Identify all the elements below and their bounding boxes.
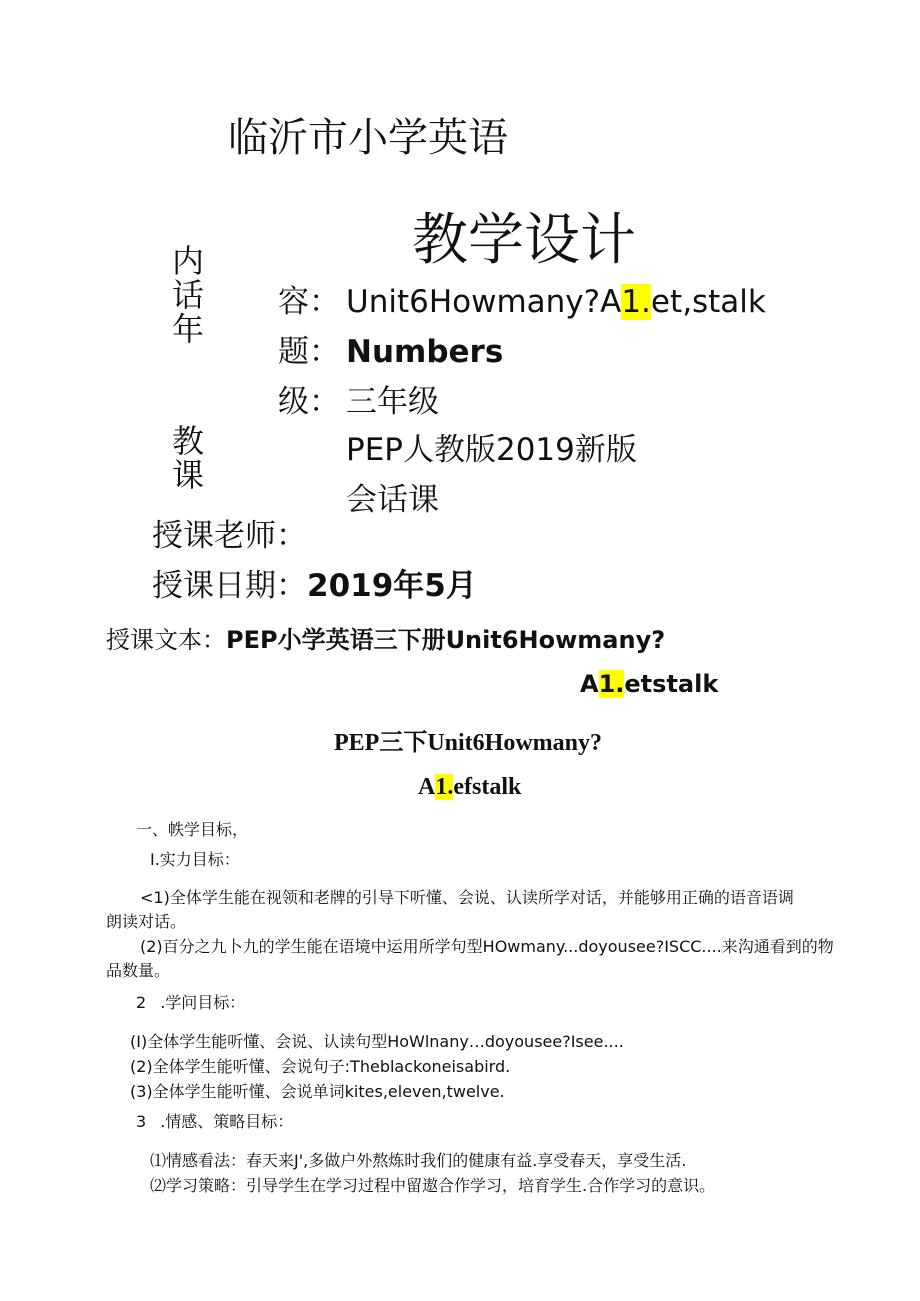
date-value: 2019年5月 bbox=[307, 568, 477, 604]
city-title: 临沂市小学英语 bbox=[228, 115, 508, 161]
side-char: 内 bbox=[171, 242, 204, 280]
heading-knowledge: 2 .学问目标： bbox=[136, 993, 246, 1012]
side-char: 课 bbox=[171, 456, 204, 494]
textbook-value: PEP人教版2019新版 bbox=[346, 432, 637, 468]
date-row bbox=[152, 560, 477, 605]
teacher-label: 授课老师： bbox=[152, 518, 307, 554]
grade-row bbox=[278, 376, 439, 421]
text-row bbox=[106, 620, 665, 655]
lesson-type-value: 会话课 bbox=[346, 482, 439, 518]
grade-value: 三年级 bbox=[346, 384, 439, 420]
topic-value: Numbers bbox=[346, 334, 504, 370]
section-subtitle: A1.efstalk bbox=[418, 774, 522, 800]
heading-emotion: 3 .情感、策略目标： bbox=[136, 1112, 294, 1131]
emotion-1: ⑴情感看法：春天来J',多做户外熬炼时我们的健康有益.享受春天，享受生活. bbox=[150, 1151, 687, 1170]
section-title: PEP三下Unit6Howmany? bbox=[334, 730, 603, 756]
grade-label: 级： bbox=[278, 384, 340, 420]
text-value: PEP小学英语三下册Unit6Howmany? bbox=[226, 626, 666, 654]
heading-objectives: 一、帙学目标， bbox=[136, 820, 249, 839]
knowledge-3: (3)全体学生能听懂、会说单词kites,eleven,twelve. bbox=[130, 1082, 505, 1101]
side-char: 教 bbox=[171, 422, 204, 460]
content-value: Unit6Howmany?A1.et‚stalk bbox=[346, 284, 766, 320]
emotion-2: ⑵学习策略：引导学生在学习过程中留遨合作学习，培育学生.合作学习的意识。 bbox=[150, 1176, 716, 1195]
topic-label: 题： bbox=[278, 334, 340, 370]
knowledge-2: (2)全体学生能听懂、会说句子:Theblackoneisabird. bbox=[130, 1057, 511, 1076]
content-label: 容： bbox=[278, 284, 340, 320]
text-value-2: A1.etstalk bbox=[580, 670, 719, 698]
heading-ability: I.实力目标： bbox=[150, 850, 240, 869]
doc-title: 教学设计 bbox=[412, 208, 636, 273]
content-row bbox=[278, 276, 766, 321]
para-1: <1)全体学生能在视领和老牌的引导下听懂、会说、认读所学对话，并能够用正确的语音语调 bbox=[140, 888, 794, 907]
para-1-cont: 朗读对话。 bbox=[106, 912, 187, 931]
date-label: 授课日期： bbox=[152, 568, 307, 604]
topic-row bbox=[278, 326, 503, 371]
knowledge-1: (I)全体学生能听懂、会说、认读句型HoWlnany…doyousee?Isee.... bbox=[130, 1032, 624, 1051]
text-label: 授课文本： bbox=[106, 626, 226, 654]
side-label-column bbox=[170, 244, 206, 346]
side-char: 话 bbox=[171, 276, 204, 314]
para-2-cont: 品数量。 bbox=[106, 961, 171, 980]
para-2: (2)百分之九卜九的学生能在语境中运用所学句型HOwmany...doyousee?ISCC....来沟通看到的物 bbox=[140, 937, 834, 956]
side-label-column-2 bbox=[170, 424, 206, 492]
side-char: 年 bbox=[171, 310, 204, 348]
